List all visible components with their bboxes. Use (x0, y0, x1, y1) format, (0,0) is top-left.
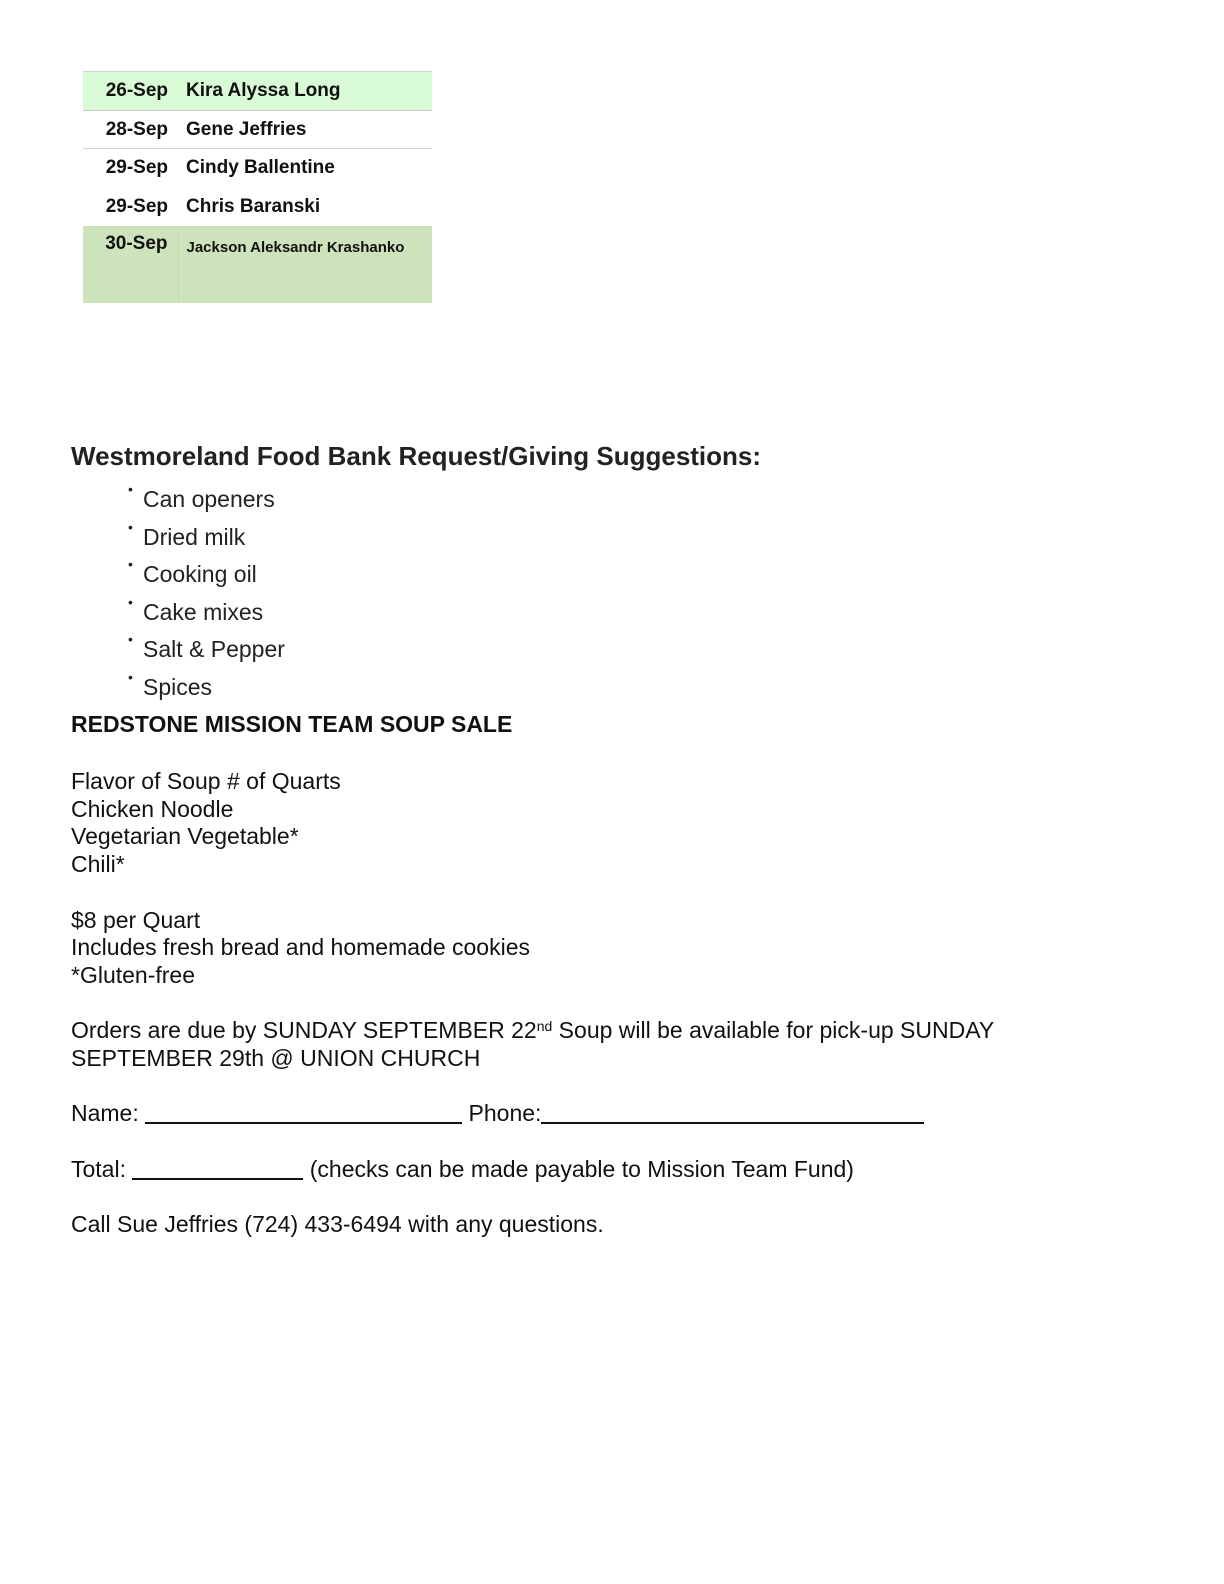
table-row (83, 149, 432, 188)
table-row (83, 72, 432, 111)
orders-due-rest: Soup will be available for pick-up SUNDAY (552, 1017, 995, 1044)
list-item (128, 632, 285, 670)
list-item-label: Dried milk (143, 523, 246, 550)
table-row (83, 111, 432, 149)
flavor-item: Chili* (71, 851, 125, 878)
birthday-name: Jackson Aleksandr Krashanko (178, 226, 432, 303)
flavor-item: Chicken Noodle (71, 795, 234, 822)
birthday-date: 28-Sep (83, 111, 178, 149)
contact-text: Call Sue Jeffries (724) 433-6494 with any questions. (71, 1211, 604, 1238)
birthday-name: Gene Jeffries (178, 111, 432, 149)
ordinal-suffix: nd (536, 1018, 553, 1035)
birthday-name: Cindy Ballentine (186, 157, 335, 178)
bullet-icon: • (128, 556, 133, 573)
list-item-label: Can openers (143, 486, 275, 512)
flavor-item: Vegetarian Vegetable* (71, 823, 299, 850)
table-row (83, 226, 432, 303)
list-item-label: Cooking oil (143, 561, 257, 588)
birthday-date: 29-Sep (105, 157, 168, 178)
birthday-name: Chris Baranski (186, 196, 321, 217)
bullet-icon: • (128, 593, 133, 610)
soup-sale-section (71, 708, 1171, 1239)
total-field[interactable] (132, 1158, 303, 1180)
total-label: Total: (71, 1155, 126, 1182)
food-bank-title: Westmoreland Food Bank Request/Giving Suggestions: (71, 441, 762, 471)
includes-text: Includes fresh bread and homemade cookies (71, 934, 531, 961)
phone-field[interactable] (541, 1102, 924, 1124)
orders-due-prefix: Orders are due by SUNDAY SEPTEMBER 22 (71, 1017, 537, 1044)
birthday-date: 30-Sep (83, 226, 178, 303)
list-item-label: Spices (143, 673, 213, 700)
price-text: $8 per Quart (71, 906, 201, 933)
list-item-label: Salt & Pepper (143, 636, 285, 663)
bullet-icon: • (128, 631, 133, 648)
list-item-label: Cake mixes (143, 598, 264, 625)
phone-label: Phone: (468, 1100, 542, 1127)
total-line (71, 1156, 1171, 1184)
list-item (128, 482, 285, 520)
birthday-name: Kira Alyssa Long (178, 72, 432, 111)
bullet-icon: • (128, 481, 133, 497)
flavor-header: Flavor of Soup # of Quarts (71, 768, 341, 794)
list-item (128, 557, 285, 595)
orders-due-text (71, 1017, 1171, 1045)
table-row (83, 187, 432, 226)
name-phone-line (71, 1100, 1171, 1128)
list-item (128, 670, 285, 708)
name-field[interactable] (145, 1102, 462, 1124)
name-label: Name: (71, 1100, 139, 1127)
list-item (128, 520, 285, 558)
bullet-icon: • (128, 668, 133, 685)
soup-sale-heading: REDSTONE MISSION TEAM SOUP SALE (71, 711, 513, 737)
birthday-table (83, 71, 432, 303)
birthday-date: 29-Sep (105, 196, 168, 217)
birthday-date: 26-Sep (83, 72, 178, 111)
checks-note: (checks can be made payable to Mission Team Fund) (309, 1155, 854, 1182)
list-item (128, 595, 285, 633)
pickup-text: SEPTEMBER 29th @ UNION CHURCH (71, 1045, 481, 1071)
food-bank-list (128, 482, 285, 708)
gluten-free-note: *Gluten-free (71, 961, 196, 988)
bullet-icon: • (128, 518, 133, 535)
